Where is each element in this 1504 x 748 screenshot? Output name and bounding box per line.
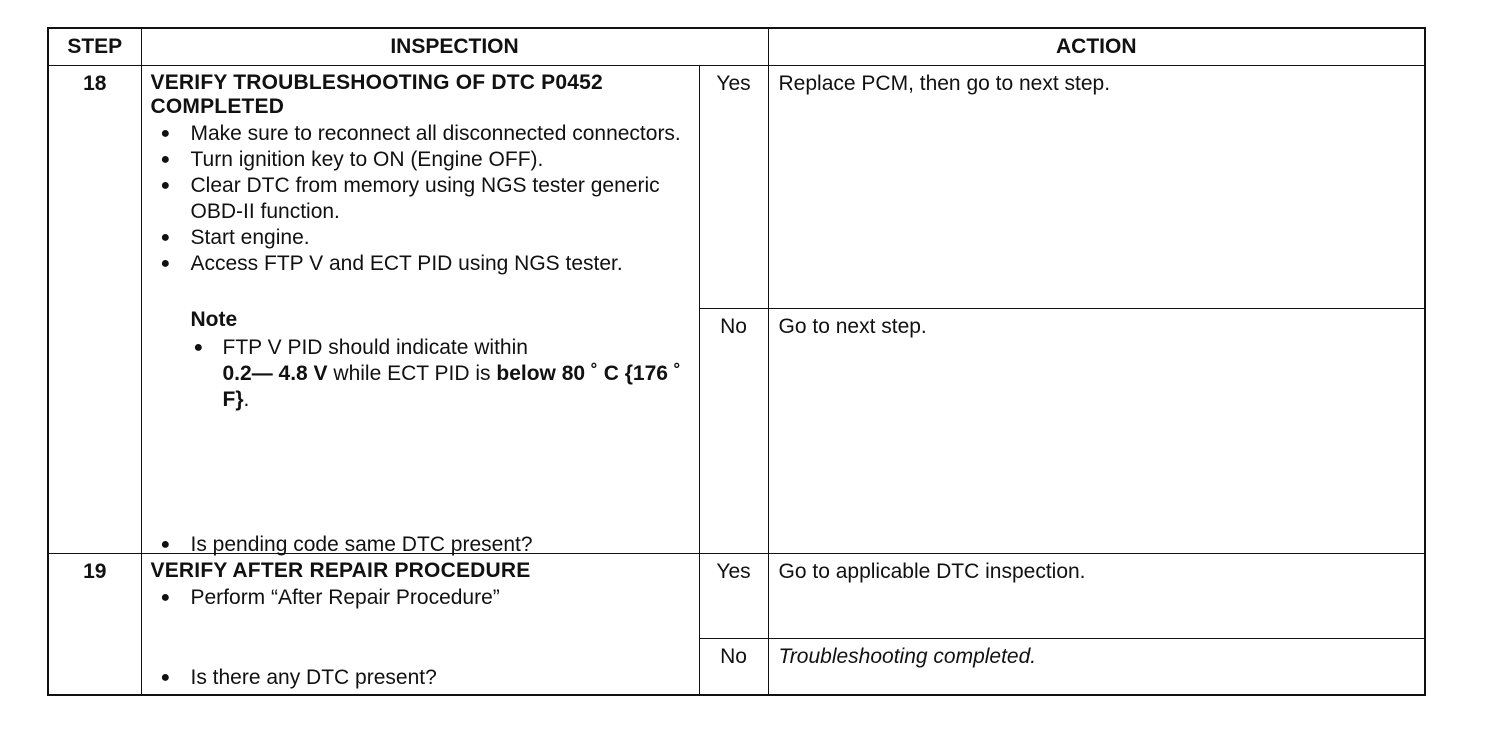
header-inspection: INSPECTION <box>141 28 768 66</box>
yes-action: Replace PCM, then go to next step. <box>768 66 1425 309</box>
no-action: Go to next step. <box>768 309 1425 554</box>
inspection-title <box>151 71 691 119</box>
step-number: 19 <box>48 554 141 695</box>
table-row <box>48 66 1425 309</box>
header-action: ACTION <box>768 28 1425 66</box>
yes-action: Go to applicable DTC inspection. <box>768 554 1425 639</box>
no-label: No <box>699 309 768 554</box>
inspection-bullets <box>151 585 691 611</box>
list-item: ● Perform “After Repair Procedure” <box>151 585 691 611</box>
inspection-title-line: COMPLETED <box>150 95 285 118</box>
yes-label: Yes <box>699 66 768 309</box>
troubleshooting-table <box>47 27 1426 696</box>
list-item: ● Access FTP V and ECT PID using NGS tester. <box>151 251 691 277</box>
yes-label: Yes <box>699 554 768 639</box>
list-item: ● Turn ignition key to ON (Engine OFF). <box>151 147 691 173</box>
note-title: Note <box>190 308 238 331</box>
inspection-question <box>151 665 437 691</box>
note-text <box>191 335 691 413</box>
step-number: 18 <box>48 66 141 554</box>
list-item: ● Clear DTC from memory using NGS tester generic OBD-II function. <box>151 173 691 225</box>
note-bullets <box>191 335 691 413</box>
note-value: below 80 ˚ C {176 ˚ F} <box>222 362 681 411</box>
note-text-part: FTP V PID should indicate within <box>222 336 528 359</box>
header-step: STEP <box>48 28 141 66</box>
inspection-title-line: VERIFY TROUBLESHOOTING OF DTC P0452 <box>150 71 603 94</box>
no-label: No <box>699 639 768 695</box>
list-item: ● Make sure to reconnect all disconnected connectors. <box>151 121 691 147</box>
header-row <box>48 28 1425 66</box>
inspection-cell <box>141 66 699 554</box>
note-block <box>191 307 691 413</box>
note-text-part: while ECT PID is <box>327 362 497 385</box>
inspection-bullets <box>151 121 691 277</box>
no-action: Troubleshooting completed. <box>768 639 1425 695</box>
list-item: ● Start engine. <box>151 225 691 251</box>
list-item: ● Is pending code same DTC present? <box>151 532 533 558</box>
table-row <box>48 554 1425 639</box>
inspection-title: VERIFY AFTER REPAIR PROCEDURE <box>150 559 531 582</box>
list-item: ● Is there any DTC present? <box>151 665 437 691</box>
note-value: 0.2— 4.8 V <box>222 362 328 385</box>
note-text-part: . <box>243 388 250 411</box>
inspection-cell <box>141 554 699 695</box>
